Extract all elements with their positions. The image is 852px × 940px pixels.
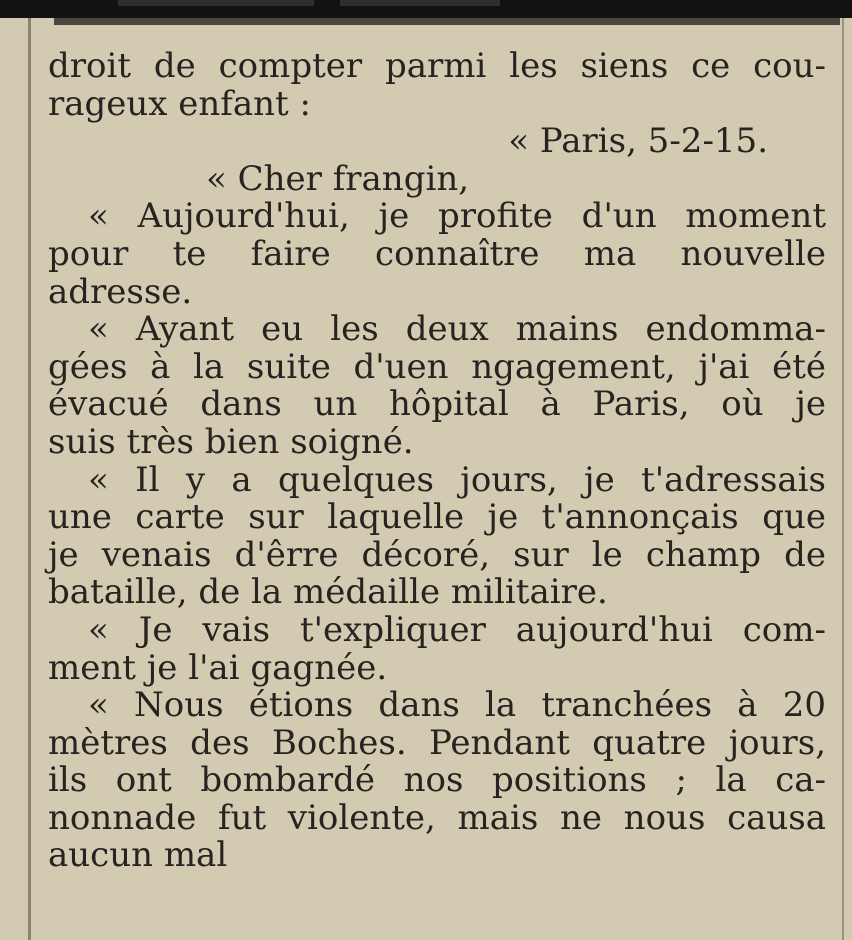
text-line: « Nous étions dans la tranchées à 20 — [88, 685, 826, 726]
window-top-bar — [0, 0, 852, 20]
text-line: suis très bien soigné. — [48, 421, 414, 462]
text-line: nonnade fut violente, mais ne nous causa — [48, 797, 826, 838]
text-line: droit de compter parmi les siens ce cou- — [48, 46, 826, 86]
newspaper-clipping — [0, 18, 852, 940]
top-tab-1 — [118, 0, 314, 6]
letter-salutation: « Cher frangin, — [206, 158, 470, 199]
text-line: bataille, de la médaille militaire. — [48, 572, 608, 613]
text-line: une carte sur laquelle je t'annonçais que — [48, 497, 826, 538]
text-line: rageux enfant : — [48, 83, 311, 124]
right-column-divider — [842, 18, 844, 940]
text-line: « Je vais t'expliquer aujourd'hui com- — [88, 609, 826, 650]
text-line: adresse. — [48, 271, 193, 312]
letter-dateline: « Paris, 5-2-15. — [508, 121, 768, 162]
top-tab-2 — [340, 0, 500, 6]
text-line: gées à la suite d'uen ngagement, j'ai été — [48, 346, 826, 387]
text-line: ils ont bombardé nos positions ; la ca- — [48, 760, 826, 801]
text-line: ment je l'ai gagnée. — [48, 647, 388, 688]
text-line: « Ayant eu les deux mains endomma- — [88, 309, 826, 350]
text-line: « Il y a quelques jours, je t'adressais — [88, 459, 826, 500]
top-column-rule — [54, 18, 840, 25]
text-line: pour te faire connaître ma nouvelle — [48, 233, 826, 274]
text-line: mètres des Boches. Pendant quatre jours, — [48, 722, 826, 763]
text-line: je venais d'êrre décoré, sur le champ de — [48, 534, 826, 575]
left-column-divider — [28, 18, 31, 940]
text-line: aucun mal — [48, 835, 228, 876]
article-text — [48, 48, 826, 875]
text-line: évacué dans un hôpital à Paris, où je — [48, 384, 826, 425]
text-line: « Aujourd'hui, je profite d'un moment — [88, 196, 826, 237]
